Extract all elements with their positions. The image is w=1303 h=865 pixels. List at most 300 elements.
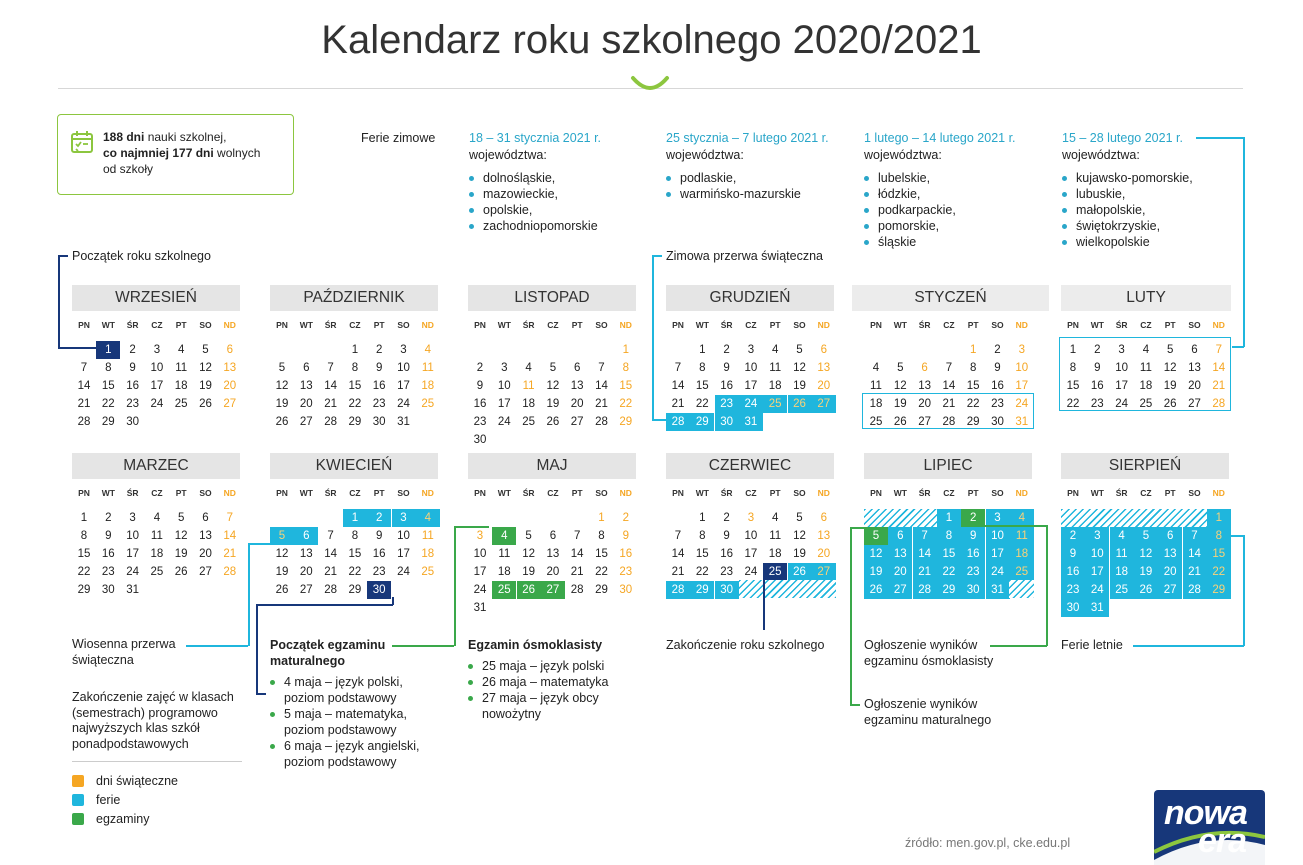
day-cell: 5	[549, 362, 557, 374]
day-cell: 29	[348, 416, 362, 428]
day-cell: 1	[598, 512, 605, 524]
day-cell: 12	[1134, 545, 1158, 563]
line-resmat	[850, 704, 860, 706]
day-cell: 17	[497, 398, 511, 410]
day-cell: 14	[77, 380, 91, 392]
day-cell: 10	[986, 527, 1010, 545]
day-cell: 26	[864, 581, 888, 599]
exam8-list	[468, 658, 638, 722]
weekday-label: ND	[1212, 488, 1225, 498]
weekday-label: WT	[101, 320, 115, 330]
day-cell: 21	[223, 548, 237, 560]
weekday-label: ND	[1212, 320, 1225, 330]
weekday-label: WT	[299, 488, 313, 498]
day-cell: 4	[416, 509, 440, 527]
day-cell: 22	[77, 566, 91, 578]
day-cell: 5	[278, 362, 286, 374]
day-cell: 22	[348, 566, 362, 578]
ferie-outline-feb	[1059, 337, 1231, 411]
day-cell: 26	[275, 416, 289, 428]
month-name: STYCZEŃ	[852, 285, 1049, 311]
weekday-label: CZ	[943, 488, 955, 498]
line-feb	[1243, 137, 1245, 347]
day-cell: 1	[96, 341, 120, 359]
day-cell: 14	[570, 548, 584, 560]
day-cell: 26	[1163, 398, 1177, 410]
day-cell: 30	[1061, 599, 1085, 617]
line-res8	[1046, 525, 1048, 646]
day-cell: 24	[986, 563, 1010, 581]
weekday-label: PT	[175, 320, 187, 330]
day-cell: 30	[367, 581, 391, 599]
winter-voivodeships	[864, 170, 1044, 250]
voivodeship-item: wielkopolskie	[1062, 234, 1242, 250]
day-cell: 28	[1212, 398, 1226, 410]
month-name: MARZEC	[72, 453, 240, 479]
month-name: LISTOPAD	[468, 285, 636, 311]
matura-list	[270, 674, 440, 770]
day-cell: 30	[372, 416, 386, 428]
month-12	[1061, 453, 1229, 623]
day-cell: 21	[942, 398, 956, 410]
day-cell: 14	[671, 548, 685, 560]
ferie-outline-jan	[862, 393, 1034, 429]
month-2	[270, 285, 438, 455]
day-cell: 1	[1069, 344, 1077, 356]
day-cell: 6	[549, 530, 557, 542]
day-cell: 15	[966, 380, 980, 392]
day-cell: 18	[869, 398, 883, 410]
day-cell: 15	[101, 380, 115, 392]
day-cell: 24	[497, 416, 511, 428]
day-cell: 14	[324, 380, 337, 392]
day-cell: 5	[864, 527, 888, 545]
winter-sub: województwa:	[864, 148, 942, 162]
day-cell: 27	[541, 581, 565, 599]
day-cell: 24	[473, 584, 487, 596]
day-cell: 8	[937, 527, 961, 545]
day-cell: 16	[126, 380, 139, 392]
weekday-label: WT	[695, 320, 709, 330]
day-cell: 16	[101, 548, 115, 560]
weekday-label: SO	[199, 320, 212, 330]
day-cell: 12	[522, 548, 535, 560]
weekday-label: WT	[497, 488, 511, 498]
day-cell: 27	[199, 566, 212, 578]
weekday-label: CZ	[1140, 488, 1152, 498]
weekday-label: CZ	[1140, 320, 1152, 330]
line-winter	[652, 255, 662, 257]
day-cell: 9	[723, 530, 730, 542]
matura-item: 4 maja – język polski, poziom podstawowy	[270, 674, 440, 706]
day-cell: 8	[80, 530, 88, 542]
day-cell: 23	[720, 566, 733, 578]
weekday-label: PN	[276, 488, 288, 498]
voivodeship-item: pomorskie,	[864, 218, 1044, 234]
day-cell: 20	[570, 398, 584, 410]
day-cell: 12	[793, 530, 806, 542]
weekday-label: CZ	[349, 488, 361, 498]
weekday-label: CZ	[151, 320, 163, 330]
line-matura	[256, 693, 266, 695]
weekday-label: PT	[175, 488, 187, 498]
day-cell: 27	[812, 563, 836, 581]
day-cell: 23	[473, 416, 487, 428]
day-cell: 19	[793, 380, 806, 392]
month-4	[666, 285, 834, 455]
day-cell: 13	[817, 530, 831, 542]
voivodeship-item: opolskie,	[469, 202, 649, 218]
day-cell: 20	[888, 563, 912, 581]
weekday-label: ŚR	[720, 320, 733, 330]
day-cell: 15	[937, 545, 961, 563]
line-feb	[1196, 137, 1244, 139]
day-cell: 14	[913, 545, 937, 563]
day-cell: 29	[690, 413, 714, 431]
hatched-ferie	[864, 509, 937, 527]
day-cell: 4	[1110, 527, 1134, 545]
day-cell: 9	[375, 530, 383, 542]
line-res8	[985, 525, 1047, 527]
voivodeship-item: łódzkie,	[864, 186, 1044, 202]
day-cell: 16	[1061, 563, 1085, 581]
day-cell: 16	[473, 398, 487, 410]
weekday-label: PN	[1067, 320, 1079, 330]
day-cell: 22	[966, 398, 980, 410]
day-cell: 26	[199, 398, 212, 410]
hatched-ferie	[739, 580, 836, 598]
day-cell: 15	[348, 548, 362, 560]
weekday-label: PN	[78, 320, 90, 330]
weekday-label: ŚR	[126, 488, 139, 498]
day-cell: 12	[275, 380, 289, 392]
day-cell: 20	[1158, 563, 1182, 581]
day-cell: 13	[1188, 362, 1201, 374]
weekday-label: ND	[421, 320, 434, 330]
day-cell: 28	[1183, 581, 1207, 599]
day-cell: 8	[969, 362, 977, 374]
day-cell: 19	[275, 566, 289, 578]
day-cell: 29	[348, 584, 362, 596]
weekday-label: PN	[474, 320, 486, 330]
weekday-label: ŚR	[918, 320, 931, 330]
smile-icon	[629, 72, 671, 96]
weekday-label: PT	[769, 488, 781, 498]
day-cell: 4	[424, 344, 431, 356]
day-cell: 23	[372, 398, 386, 410]
weekday-label: PT	[373, 488, 385, 498]
weekday-label: SO	[595, 488, 608, 498]
day-cell: 28	[595, 416, 608, 428]
weekday-label: SO	[1188, 320, 1201, 330]
day-cell: 10	[1115, 362, 1128, 374]
day-cell: 21	[913, 563, 937, 581]
day-cell: 7	[226, 512, 233, 524]
day-cell: 1	[343, 509, 367, 527]
weekday-label: SO	[595, 320, 608, 330]
winter-sub: województwa:	[469, 148, 547, 162]
stats-line3: od szkoły	[103, 162, 154, 176]
day-cell: 29	[101, 416, 115, 428]
source-note: źródło: men.gov.pl, cke.edu.pl	[905, 836, 1071, 850]
day-cell: 31	[1085, 599, 1109, 617]
day-cell: 8	[351, 530, 359, 542]
day-cell: 17	[1085, 563, 1109, 581]
matura-item: 6 maja – język angielski, poziom podstawowy	[270, 738, 440, 770]
month-5	[864, 285, 1032, 455]
annotation-matura-start: Początek egzaminu maturalnego	[270, 638, 386, 668]
day-cell: 7	[1215, 344, 1222, 356]
line-matura	[256, 604, 258, 694]
day-cell: 10	[744, 362, 758, 374]
day-cell: 14	[595, 380, 608, 392]
day-cell: 10	[1085, 545, 1109, 563]
legend-swatch	[72, 775, 84, 787]
legend-divider	[72, 761, 242, 762]
day-cell: 3	[476, 530, 484, 542]
month-8	[270, 453, 438, 623]
line-summer	[1133, 645, 1244, 647]
day-cell: 3	[1085, 527, 1109, 545]
day-cell: 25	[421, 566, 435, 578]
day-cell: 28	[324, 416, 337, 428]
day-cell: 18	[768, 380, 782, 392]
weekday-label: PN	[870, 320, 882, 330]
weekday-label: CZ	[151, 488, 163, 498]
weekday-label: SO	[397, 488, 410, 498]
stats-text	[103, 129, 288, 177]
day-cell: 5	[270, 527, 294, 545]
day-cell: 16	[720, 380, 733, 392]
day-cell: 12	[864, 545, 888, 563]
nowa-era-logo	[1154, 790, 1265, 865]
day-cell: 19	[1134, 563, 1158, 581]
annotation-year-end: Zakończenie roku szkolnego	[666, 638, 825, 652]
day-cell: 8	[105, 362, 112, 374]
day-cell: 5	[1166, 344, 1174, 356]
weekday-label: SO	[793, 320, 806, 330]
day-cell: 25	[1139, 398, 1153, 410]
day-cell: 16	[720, 548, 733, 560]
day-cell: 13	[918, 380, 931, 392]
day-cell: 16	[372, 548, 386, 560]
stats-free-days: co najmniej 177 dni	[103, 146, 214, 160]
day-cell: 17	[150, 380, 164, 392]
day-cell: 7	[945, 362, 953, 374]
day-cell: 19	[864, 563, 888, 581]
line-resmat	[850, 527, 852, 705]
day-cell: 2	[723, 512, 730, 524]
weekday-label: WT	[695, 488, 709, 498]
day-cell: 24	[1015, 398, 1029, 410]
day-cell: 14	[942, 380, 956, 392]
day-cell: 17	[397, 548, 410, 560]
day-cell: 15	[619, 380, 633, 392]
weekday-label: ND	[421, 488, 434, 498]
line-winter	[652, 255, 654, 420]
weekday-label: PT	[373, 320, 385, 330]
day-cell: 31	[397, 416, 410, 428]
day-cell: 17	[1015, 380, 1029, 392]
weekday-label: ŚR	[522, 320, 535, 330]
voivodeship-item: zachodniopomorskie	[469, 218, 649, 234]
day-cell: 18	[1139, 380, 1153, 392]
day-cell: 19	[174, 548, 188, 560]
day-cell: 3	[986, 509, 1010, 527]
day-cell: 1	[699, 512, 706, 524]
day-cell: 8	[622, 362, 629, 374]
weekday-label: PT	[1164, 488, 1176, 498]
day-cell: 18	[497, 566, 511, 578]
day-cell: 24	[744, 566, 758, 578]
day-cell: 2	[105, 512, 112, 524]
weekday-label: ŚR	[522, 488, 535, 498]
day-cell: 7	[1183, 527, 1207, 545]
day-cell: 19	[1163, 380, 1177, 392]
weekday-label: PN	[474, 488, 486, 498]
annotation-exam8: Egzamin ósmoklasisty	[468, 638, 603, 652]
winter-dates: 18 – 31 stycznia 2021 r.	[469, 131, 602, 145]
day-cell: 3	[153, 344, 161, 356]
day-cell: 5	[202, 344, 209, 356]
day-cell: 8	[598, 530, 605, 542]
voivodeship-item: kujawsko-pomorskie,	[1062, 170, 1242, 186]
day-cell: 9	[476, 380, 484, 392]
line-resmat	[850, 527, 864, 529]
day-cell: 13	[299, 380, 313, 392]
day-cell: 28	[77, 416, 91, 428]
weekday-label: ŚR	[720, 488, 733, 498]
hatched-ferie	[1009, 580, 1034, 598]
line-spring	[248, 543, 250, 646]
day-cell: 24	[1085, 581, 1109, 599]
day-cell: 6	[1191, 344, 1198, 356]
day-cell: 21	[671, 566, 685, 578]
day-cell: 26	[788, 563, 812, 581]
day-cell: 21	[324, 398, 337, 410]
day-cell: 18	[1110, 563, 1134, 581]
weekday-label: PT	[769, 320, 781, 330]
day-cell: 20	[918, 398, 931, 410]
day-cell: 20	[299, 566, 313, 578]
month-name: LIPIEC	[864, 453, 1032, 479]
day-cell: 22	[1066, 398, 1080, 410]
day-cell: 9	[1094, 362, 1101, 374]
day-cell: 27	[918, 416, 931, 428]
legend-label: egzaminy	[96, 812, 150, 826]
weekday-label: ŚR	[324, 320, 337, 330]
voivodeship-item: dolnośląskie,	[469, 170, 649, 186]
line-summer	[1228, 535, 1244, 537]
day-cell: 20	[299, 398, 313, 410]
exam8-item: 27 maja – język obcy nowożytny	[468, 690, 638, 722]
winter-dates: 25 stycznia – 7 lutego 2021 r.	[666, 131, 829, 145]
month-11	[864, 453, 1032, 623]
weekday-label: SO	[991, 488, 1004, 498]
day-cell: 30	[715, 413, 739, 431]
day-cell: 28	[223, 566, 237, 578]
day-cell: 6	[921, 362, 928, 374]
day-cell: 26	[546, 416, 560, 428]
line-start	[58, 255, 68, 257]
weekday-label: ŚR	[126, 320, 139, 330]
day-cell: 18	[421, 380, 435, 392]
day-cell: 20	[546, 566, 560, 578]
weekday-label: PN	[1067, 488, 1079, 498]
day-cell: 14	[223, 530, 237, 542]
day-cell: 28	[324, 584, 337, 596]
weekday-label: ŚR	[324, 488, 337, 498]
day-cell: 9	[375, 362, 383, 374]
day-cell: 2	[367, 509, 391, 527]
day-cell: 19	[793, 548, 806, 560]
weekday-label: ŚR	[918, 488, 931, 498]
day-cell: 9	[994, 362, 1001, 374]
day-cell: 12	[793, 362, 806, 374]
day-cell: 11	[1010, 527, 1034, 545]
day-cell: 15	[695, 548, 709, 560]
day-cell: 11	[421, 362, 434, 374]
weekday-label: SO	[991, 320, 1004, 330]
day-cell: 6	[820, 344, 827, 356]
legend-label: dni świąteczne	[96, 774, 178, 788]
day-cell: 30	[991, 416, 1004, 428]
day-cell: 1	[80, 512, 88, 524]
day-cell: 16	[372, 380, 386, 392]
weekday-label: PN	[78, 488, 90, 498]
day-cell: 30	[715, 581, 739, 599]
weekday-label: ND	[1015, 320, 1028, 330]
day-cell: 7	[674, 362, 682, 374]
day-cell: 26	[1134, 581, 1158, 599]
day-cell: 27	[1188, 398, 1201, 410]
day-cell: 7	[573, 530, 581, 542]
day-cell: 6	[294, 527, 318, 545]
weekday-label: CZ	[943, 320, 955, 330]
weekday-label: PN	[276, 320, 288, 330]
day-cell: 22	[937, 563, 961, 581]
day-cell: 2	[994, 344, 1001, 356]
day-cell: 15	[1066, 380, 1080, 392]
voivodeship-item: podkarpackie,	[864, 202, 1044, 218]
day-cell: 2	[961, 509, 985, 527]
day-cell: 13	[1158, 545, 1182, 563]
day-cell: 5	[177, 512, 185, 524]
day-cell: 21	[324, 566, 337, 578]
day-cell: 4	[771, 512, 779, 524]
weekday-label: ND	[619, 320, 632, 330]
day-cell: 22	[101, 398, 115, 410]
day-cell: 22	[595, 566, 608, 578]
day-cell: 27	[1158, 581, 1182, 599]
day-cell: 31	[739, 413, 763, 431]
weekday-label: WT	[1090, 320, 1104, 330]
winter-voivodeships	[469, 170, 649, 234]
day-cell: 12	[174, 530, 188, 542]
winter-voivodeships	[1062, 170, 1242, 250]
day-cell: 10	[126, 530, 139, 542]
day-cell: 17	[397, 380, 410, 392]
weekday-label: CZ	[745, 488, 757, 498]
day-cell: 25	[522, 416, 535, 428]
day-cell: 23	[372, 566, 386, 578]
month-3	[468, 285, 636, 455]
day-cell: 8	[351, 362, 359, 374]
winter-sub: województwa:	[1062, 148, 1140, 162]
day-cell: 20	[817, 380, 831, 392]
day-cell: 17	[1115, 380, 1128, 392]
weekday-label: PN	[870, 488, 882, 498]
